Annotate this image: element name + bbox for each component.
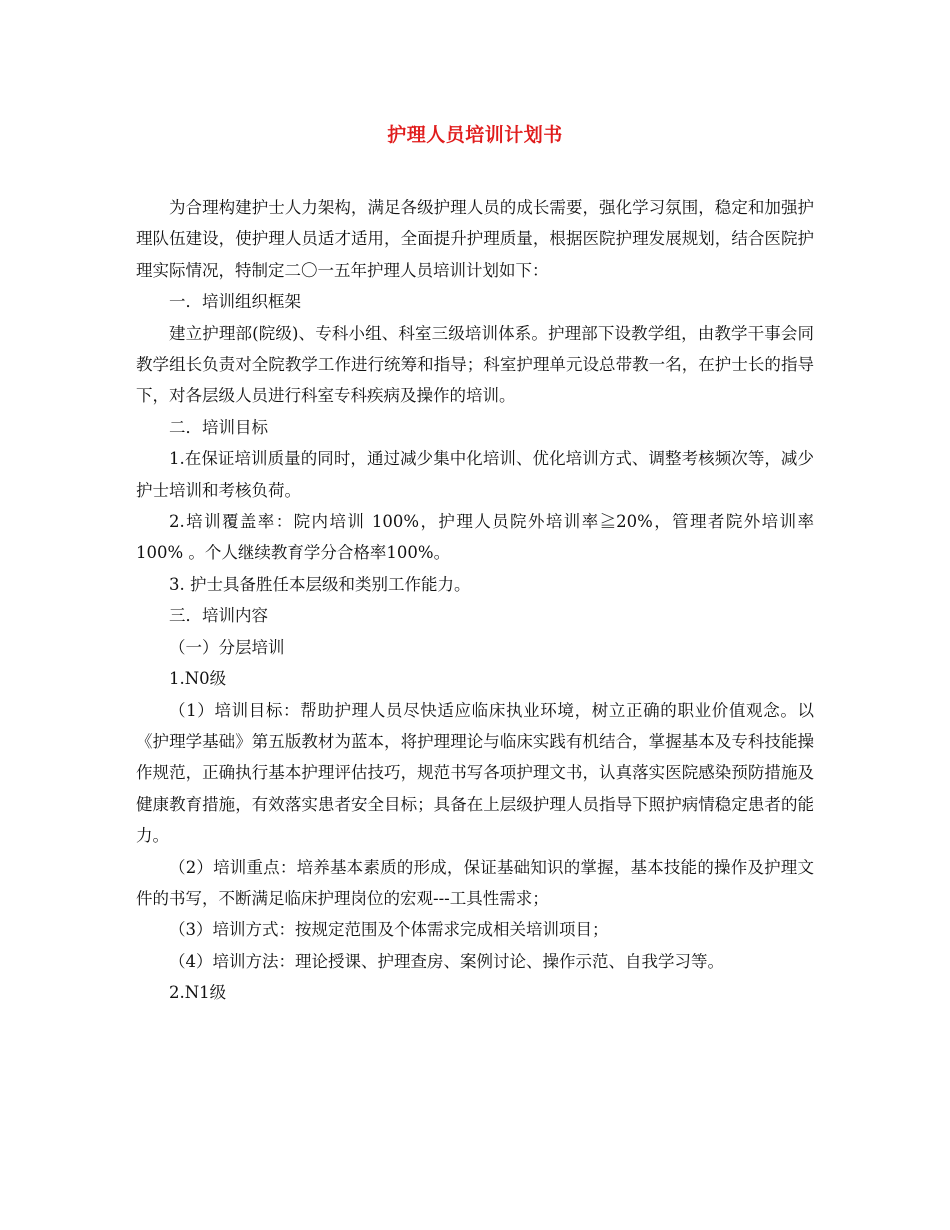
n0-training-goal: （1）培训目标：帮助护理人员尽快适应临床执业环境，树立正确的职业价值观念。以《护理学基础》第五版教材为蓝本，将护理理论与临床实践有机结合，掌握基本及专科技能操作规范，正确执行基本护理评估技巧，规范书写各项护理文书，认真落实医院感染预防措施及健康教育措施，有效落实患者安全目标；具备在上层级护理人员指导下照护病情稳定患者的能力。 xyxy=(136,700,814,846)
level-heading-n0: 1.N0级 xyxy=(169,669,227,689)
goal-item-1: 1.在保证培训质量的同时，通过减少集中化培训、优化培训方式、调整考核频次等，减少护士培训和考核负荷。 xyxy=(136,449,814,500)
goal-item-3: 3. 护士具备胜任本层级和类别工作能力。 xyxy=(169,574,471,594)
n0-training-mode: （3）培训方式：按规定范围及个体需求完成相关培训项目； xyxy=(169,920,609,940)
goal-item-2: 2.培训覆盖率：院内培训 100%，护理人员院外培训率≧20%，管理者院外培训率100% 。个人继续教育学分合格率100%。 xyxy=(136,512,814,563)
section-heading-goals: 二．培训目标 xyxy=(169,417,268,437)
section-heading-organization: 一．培训组织框架 xyxy=(169,292,301,312)
intro-paragraph: 为合理构建护士人力架构，满足各级护理人员的成长需要，强化学习氛围，稳定和加强护理队伍建设，使护理人员适才适用，全面提升护理质量，根据医院护理发展规划，结合医院护理实际情况，特制定二〇一五年护理人员培训计划如下： xyxy=(136,198,814,280)
section-heading-content: 三．培训内容 xyxy=(169,606,268,626)
n0-training-focus: （2）培训重点：培养基本素质的形成，保证基础知识的掌握，基本技能的操作及护理文件的书写，不断满足临床护理岗位的宏观---工具性需求； xyxy=(136,857,814,908)
subsection-heading-layered-training: （一）分层培训 xyxy=(169,637,285,657)
n0-training-method: （4）培训方法：理论授课、护理查房、案例讨论、操作示范、自我学习等。 xyxy=(169,951,724,971)
level-heading-n1: 2.N1级 xyxy=(169,983,227,1003)
document-title: 护理人员培训计划书 xyxy=(387,124,563,146)
organization-paragraph: 建立护理部(院级)、专科小组、科室三级培训体系。护理部下设教学组，由教学干事会同教学组长负责对全院教学工作进行统筹和指导；科室护理单元设总带教一名，在护士长的指导下，对各层级人员进行科室专科疾病及操作的培训。 xyxy=(136,323,814,406)
document-body xyxy=(136,192,814,1009)
